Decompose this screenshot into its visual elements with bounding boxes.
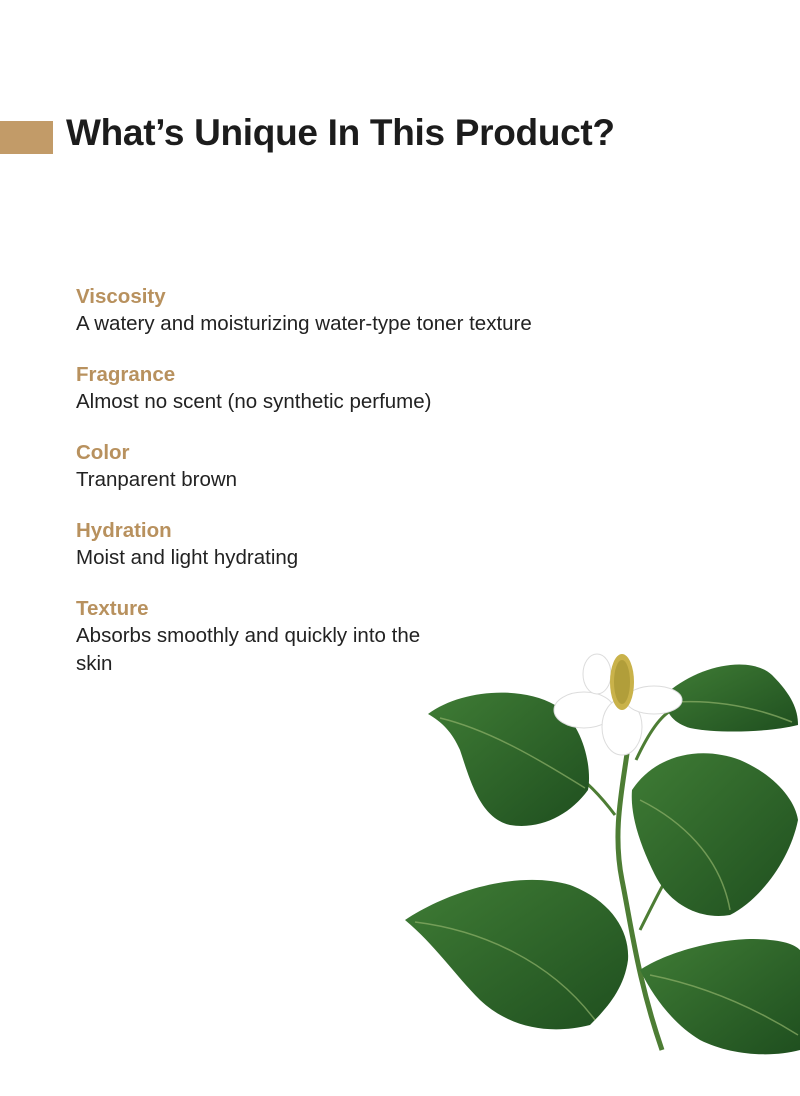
feature-item-hydration	[76, 517, 676, 572]
feature-value: Absorbs smoothly and quickly into the skin	[76, 624, 421, 675]
page-title: What’s Unique In This Product?	[66, 112, 615, 153]
feature-value: Tranparent brown	[76, 468, 238, 491]
feature-item-viscosity	[76, 283, 676, 338]
feature-label: Color	[76, 441, 130, 464]
houttuynia-plant-icon	[400, 630, 800, 1070]
feature-item-fragrance	[76, 361, 676, 416]
heading-accent-bar	[0, 121, 53, 154]
feature-label: Fragrance	[76, 363, 176, 386]
feature-value: A watery and moisturizing water-type toner texture	[76, 312, 532, 335]
feature-value: Moist and light hydrating	[76, 546, 299, 569]
feature-label: Texture	[76, 597, 149, 620]
feature-value: Almost no scent (no synthetic perfume)	[76, 390, 432, 413]
feature-item-color	[76, 439, 676, 494]
feature-label: Hydration	[76, 519, 172, 542]
feature-label: Viscosity	[76, 285, 166, 308]
